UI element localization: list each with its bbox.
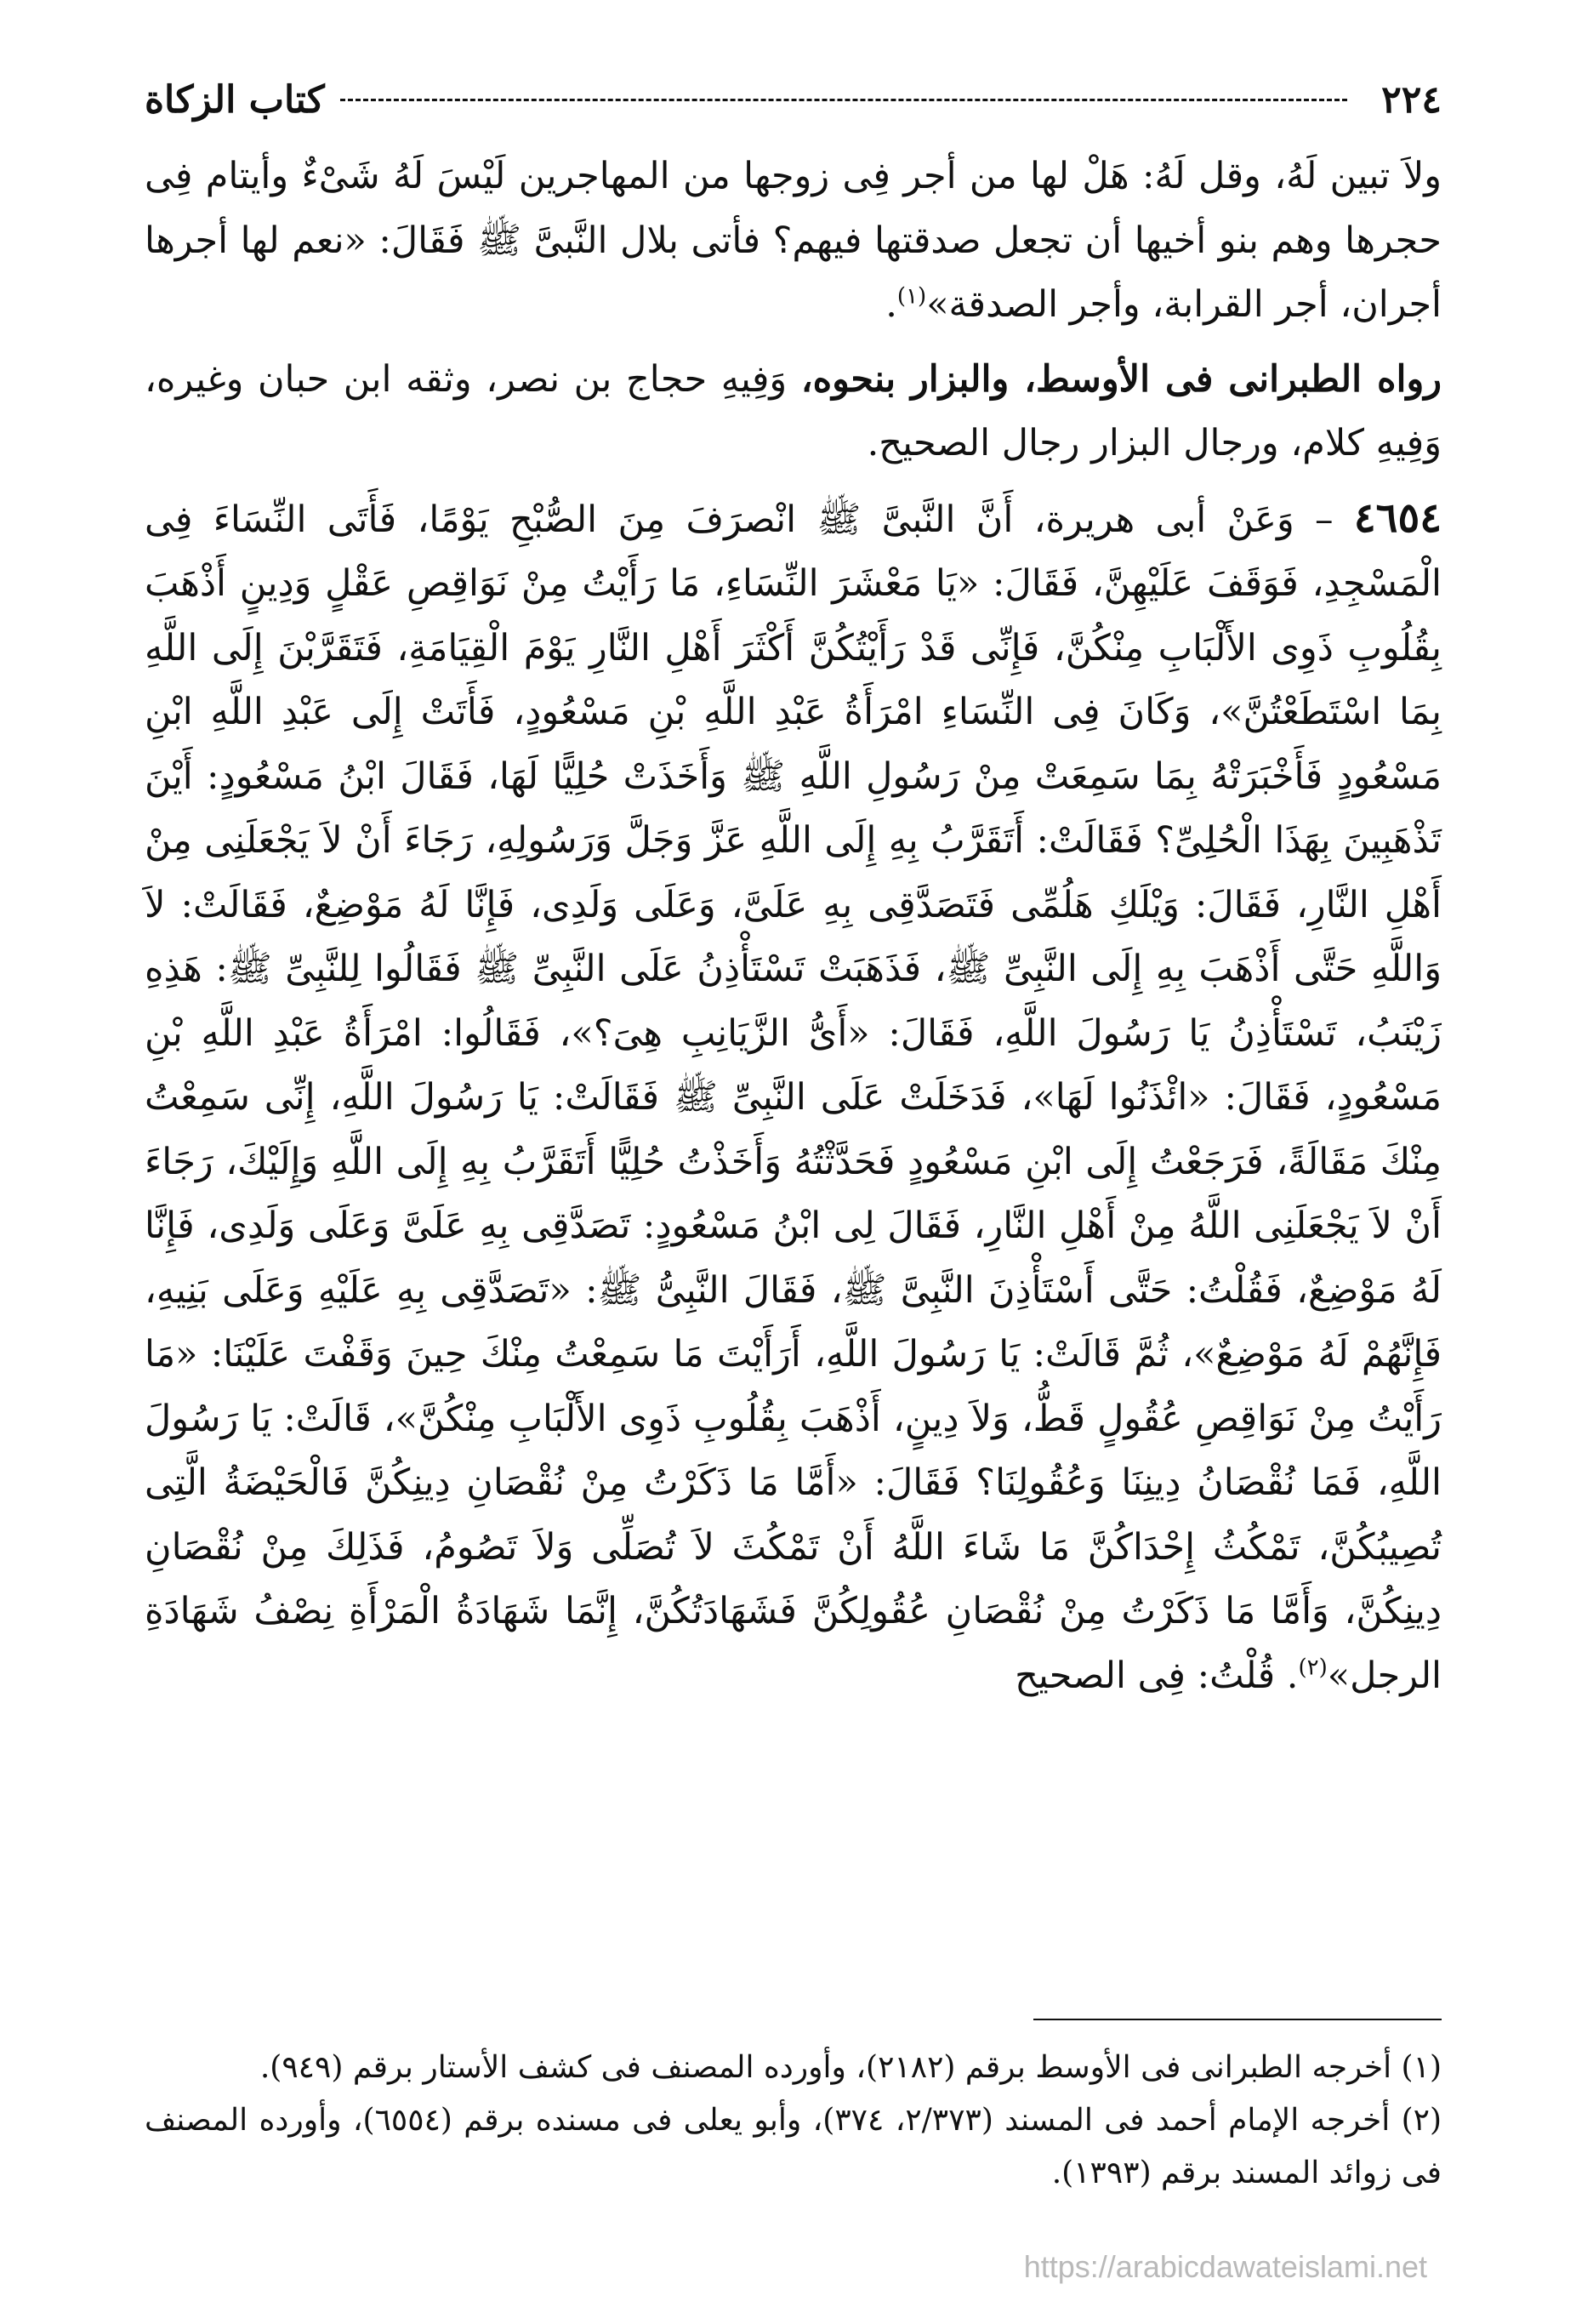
- paragraph-1: [145, 145, 1442, 338]
- footnotes: [145, 2042, 1442, 2200]
- footnote-ref-2[interactable]: (٢): [1298, 1655, 1328, 1681]
- watermark-url: https://arabicdawateislami.net: [1023, 2249, 1427, 2284]
- narration-source: رواه الطبرانى فى الأوسط، والبزار بنحوه،: [800, 357, 1442, 401]
- footnote-2: (٢) أخرجه الإمام أحمد فى المسند (٢/٣٧٣، ٣٧٤)، وأبو يعلى فى مسنده برقم (٦٥٥٤)، وأورده المصنف فى زوائد المسند برقم (١٣٩٣).: [145, 2103, 1442, 2190]
- paragraph-2: [145, 348, 1442, 476]
- footnote-1: (١) أخرجه الطبرانى فى الأوسط برقم (٢١٨٢)، وأورده المصنف فى كشف الأستار برقم (٩٤٩).: [259, 2050, 1442, 2085]
- paragraph-1-text: ولاَ تبين لَهُ، وقل لَهُ: هَلْ لها من أجر فِى زوجها من المهاجرين لَيْسَ لَهُ شَىْءٌ وأيتام فِى حجرها وهم بنو أخيها أن تجعل صدقتها فيهم؟ فأتى بلال النَّبىَّ ﷺ فَقَالَ: «نعم لها أجرها أجران، أجر القرابة، وأجر الصدقة»: [145, 155, 1442, 326]
- paragraph-1-end: .: [885, 283, 897, 326]
- hadith-text-end: . قُلْتُ: فِى الصحيح: [1015, 1654, 1299, 1697]
- hadith-number: ٤٦٥٤: [1353, 493, 1442, 542]
- hadith-text: – وَعَنْ أبى هريرة، أَنَّ النَّبىَّ ﷺ انْصرَفَ مِنَ الصُّبْحِ يَوْمًا، فَأَتَى النِّسَاءَ فِى الْمَسْجِدِ، فَوَقَفَ عَلَيْهِنَّ، فَقَالَ: «يَا مَعْشَرَ النِّسَاءِ، مَا رَأَيْتُ مِنْ نَوَاقِصِ عَقْلٍ وَدِينٍ أَذْهَبَ بِقُلُوبِ ذَوِى الأَلْبَابِ مِنْكُنَّ، فَإِنِّى قَدْ رَأَيْتُكُنَّ أَكْثَرَ أَهْلِ النَّارِ يَوْمَ الْقِيَامَةِ، فَتَقَرَّبْنَ إِلَى اللَّهِ بِمَا اسْتَطَعْتُنَّ»، وَكَانَ فِى النِّسَاءِ امْرَأَةُ عَبْدِ اللَّهِ بْنِ مَسْعُودٍ، فَأَتَتْ إِلَى عَبْدِ اللَّهِ ابْنِ مَسْعُودٍ فَأَخْبَرَتْهُ بِمَا سَمِعَتْ مِنْ رَسُولِ اللَّهِ ﷺ وَأَخَذَتْ حُلِيًّا لَهَا، فَقَالَ ابْنُ مَسْعُودٍ: أَيْنَ تَذْهَبِينَ بِهَذَا الْحُلِىِّ؟ فَقَالَتْ: أَتَقَرَّبُ بِهِ إِلَى اللَّهِ عَزَّ وَجَلَّ وَرَسُولِهِ، رَجَاءَ أَنْ لاَ يَجْعَلَنِى مِنْ أَهْلِ النَّارِ، فَقَالَ: وَيْلَكِ هَلُمِّى فَتَصَدَّقِى بِهِ عَلَىَّ، وَعَلَى وَلَدِى، فَإِنَّا لَهُ مَوْضِعٌ، فَقَالَتْ: لاَ وَاللَّهِ حَتَّى أَذْهَبَ بِهِ إِلَى النَّبِىِّ ﷺ، فَذَهَبَتْ تَسْتَأْذِنُ عَلَى النَّبِىِّ ﷺ فَقَالُوا لِلنَّبِىِّ ﷺ: هَذِهِ زَيْنَبُ، تَسْتَأْذِنُ يَا رَسُولَ اللَّهِ، فَقَالَ: «أَىُّ الزَّيَانِبِ هِىَ؟»، فَقَالُوا: امْرَأَةُ عَبْدِ اللَّهِ بْنِ مَسْعُودٍ، فَقَالَ: «ائْذَنُوا لَهَا»، فَدَخَلَتْ عَلَى النَّبِىِّ ﷺ فَقَالَتْ: يَا رَسُولَ اللَّهِ، إِنِّى سَمِعْتُ مِنْكَ مَقَالَةً، فَرَجَعْتُ إِلَى ابْنِ مَسْعُودٍ فَحَدَّثْتُهُ وَأَخَذْتُ حُلِيًّا أَتَقَرَّبُ بِهِ إِلَى اللَّهِ وَإِلَيْكَ، رَجَاءَ أَنْ لاَ يَجْعَلَنِى اللَّهُ مِنْ أَهْلِ النَّارِ، فَقَالَ لِى ابْنُ مَسْعُودٍ: تَصَدَّقِى بِهِ عَلَىَّ وَعَلَى وَلَدِى، فَإِنَّا لَهُ مَوْضِعٌ، فَقُلْتُ: حَتَّى أَسْتَأْذِنَ النَّبِىَّ ﷺ، فَقَالَ النَّبِىُّ ﷺ: «تَصَدَّقِى بِهِ عَلَيْهِ وَعَلَى بَنِيهِ، فَإِنَّهُمْ لَهُ مَوْضِعٌ»، ثُمَّ قَالَتْ: يَا رَسُولَ اللَّهِ، أَرَأَيْتَ مَا سَمِعْتُ مِنْكَ حِينَ وَقَفْتَ عَلَيْنَا: «مَا رَأَيْتُ مِنْ نَوَاقِصِ عُقُولٍ قَطُّ، وَلاَ دِينٍ، أَذْهَبَ بِقُلُوبِ ذَوِى الأَلْبَابِ مِنْكُنَّ»، قَالَتْ: يَا رَسُولَ اللَّهِ، فَمَا نُقْصَانُ دِينِنَا وَعُقُولِنَا؟ فَقَالَ: «أَمَّا مَا ذَكَرْتُ مِنْ نُقْصَانِ دِينِكُنَّ فَالْحَيْضَةُ الَّتِى تُصِيبُكُنَّ، تَمْكُثُ إِحْدَاكُنَّ مَا شَاءَ اللَّهُ أَنْ تَمْكُثَ لاَ تُصَلِّى وَلاَ تَصُومُ، فَذَلِكَ مِنْ نُقْصَانِ دِينِكُنَّ، وَأَمَّا مَا ذَكَرْتُ مِنْ نُقْصَانِ عُقُولِكُنَّ فَشَهَادَتُكُنَّ، إِنَّمَا شَهَادَةُ الْمَرْأَةِ نِصْفُ شَهَادَةِ الرجل»: [145, 498, 1442, 1697]
- narration-grading: وَفِيهِ حجاج بن نصر، وثقه ابن حبان وغيره، وَفِيهِ كلام، ورجال البزار رجال الصحيح.: [145, 357, 1442, 464]
- footnote-ref-1[interactable]: (١): [896, 283, 927, 310]
- main-text: [145, 145, 1442, 1708]
- page-number: ٢٢٤: [1381, 77, 1442, 122]
- hadith-paragraph: [145, 487, 1442, 1709]
- footnote-separator: [1033, 2019, 1442, 2020]
- page-header: [145, 70, 1442, 129]
- book-title: كتاب الزكاة: [145, 77, 325, 122]
- header-divider: [340, 99, 1347, 101]
